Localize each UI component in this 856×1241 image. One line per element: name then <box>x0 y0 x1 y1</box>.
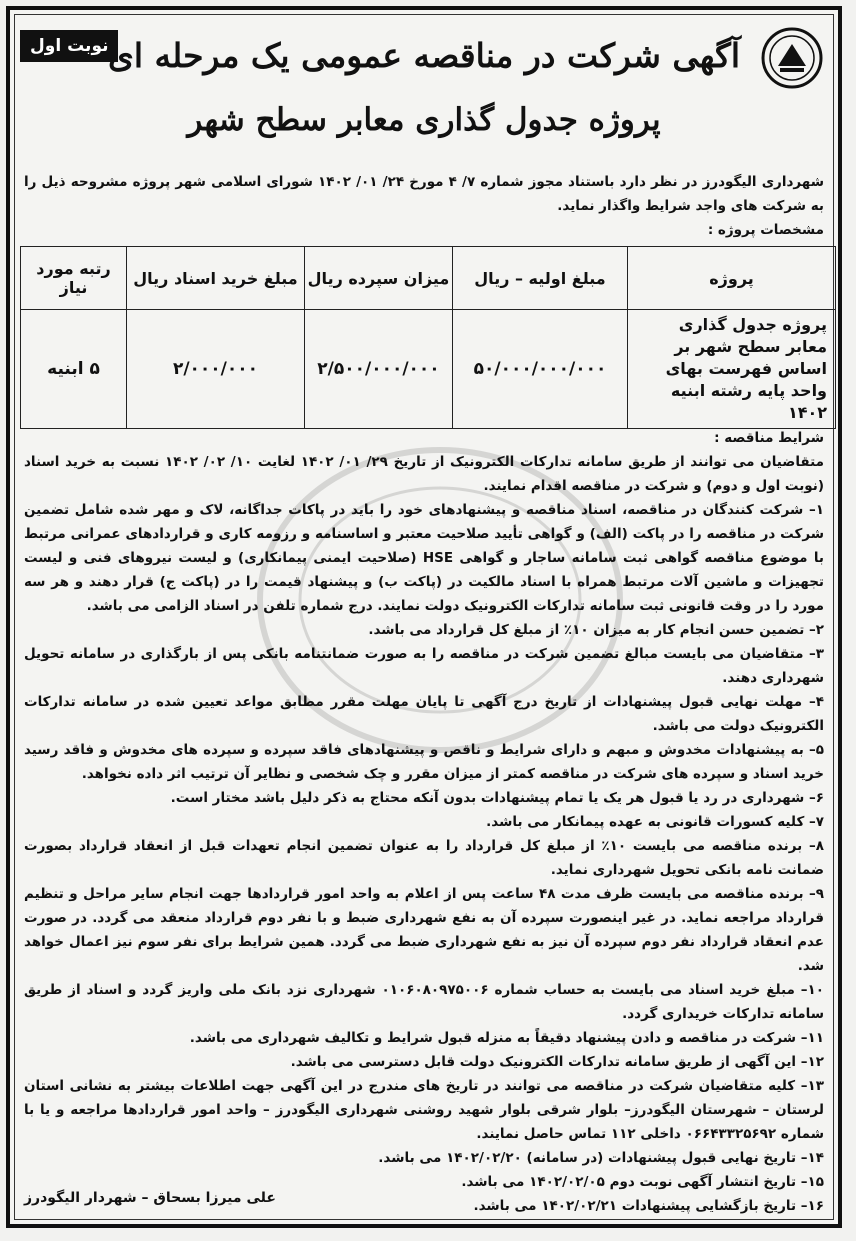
condition-item: ۲– تضمین حسن انجام کار به میزان ۱۰٪ از مبلغ کل قرارداد می باشد. <box>368 622 824 638</box>
condition-item: ۶– شهرداری در رد یا قبول هر یک یا تمام پیشنهادات بدون آنکه محتاج به ذکر دلیل باشد مختار است. <box>170 790 824 806</box>
municipality-logo-icon <box>760 26 824 90</box>
header-deposit: میزان سپرده ریال <box>305 247 453 310</box>
cell-required-grade: ۵ ابنیه <box>21 310 127 429</box>
condition-item: ۱۲– این آگهی از طریق سامانه تدارکات الکترونیک دولت قابل دسترسی می باشد. <box>290 1054 824 1070</box>
project-title: پروژه جدول گذاری معابر سطح شهر <box>187 102 661 138</box>
cell-deposit: ۲/۵۰۰/۰۰۰/۰۰۰ <box>305 310 453 429</box>
condition-item: ۸– برنده مناقصه می بایست ۱۰٪ از مبلغ کل قرارداد را به عنوان تضمین انجام تعهدات قبل از انعقاد قرارداد بصورت ضمانت نامه بانکی تحویل شهرداری نماید. <box>24 838 824 878</box>
condition-item: ۴– مهلت نهایی قبول پیشنهادات از تاریخ درج آگهی تا پایان مهلت مقرر مطابق مواعد تعیین شده در سامانه تدارکات الکترونیک دولت می باشد. <box>24 694 824 734</box>
header-project: پروژه <box>628 247 836 310</box>
notice-page <box>6 6 842 1228</box>
intro-text: شهرداری الیگودرز در نظر دارد باستناد مجوز شماره ۷/ ۴ مورخ ۲۴/ ۰۱/ ۱۴۰۲ شورای اسلامی شهر پروژه مشروحه ذیل را به شرکت های واجد شرایط واگذار نماید. <box>24 174 824 214</box>
publication-round-badge: نوبت اول <box>20 30 118 62</box>
condition-item: ۱۴– تاریخ نهایی قبول پیشنهادات (در سامانه) ۱۴۰۲/۰۲/۲۰ می باشد. <box>378 1150 824 1166</box>
header-initial-amount: مبلغ اولیه – ریال <box>453 247 628 310</box>
condition-item: ۱۳– کلیه متقاضیان شرکت در مناقصه می توانند در تاریخ های مندرج در این آگهی جهت اطلاعات بیشتر به نشانی استان لرستان – شهرستان الیگودرز– بلوار شرقی بلوار شهید روشنی شهرداری الیگودرز – واحد امور قراردادها مراجعه و یا با شماره ۰۶۶۴۳۳۲۵۶۹۲ داخلی ۱۱۲ تماس حاصل نمایند. <box>24 1078 824 1142</box>
intro-section <box>24 170 824 242</box>
header-required-grade: رتبه مورد نیاز <box>21 247 127 310</box>
conditions-section <box>24 426 824 1218</box>
cell-project: پروژه جدول گذاری معابر سطح شهر بر اساس فهرست بهای واحد پایه رشته ابنیه ۱۴۰۲ <box>628 310 836 429</box>
cell-document-price: ۲/۰۰۰/۰۰۰ <box>127 310 305 429</box>
condition-item: ۱۰– مبلغ خرید اسناد می بایست به حساب شماره ۰۱۰۶۰۸۰۹۷۵۰۰۶ شهرداری نزد بانک ملی واریز گردد و اسناد از طریق سامانه تدارکات خریداری گردد. <box>24 982 824 1022</box>
cell-initial-amount: ۵۰/۰۰۰/۰۰۰/۰۰۰ <box>453 310 628 429</box>
signature: علی میرزا بسحاق – شهردار الیگودرز <box>24 1190 276 1206</box>
table-row <box>21 310 836 429</box>
condition-item: ۱– شرکت کنندگان در مناقصه، اسناد مناقصه و پیشنهادهای خود را باید در پاکات جداگانه، لاک و مهر شده شامل تضمین شرکت در مناقصه را در پاکت (الف) و گواهی تأیید صلاحیت معتبر و اساسنامه و رزومه کاری و قراردادهای عمرانی مرتبط با موضوع مناقصه گواهی ثبت سامانه ساجار و گواهی HSE (صلاحیت ایمنی پیمانکاری) و لیست نیروهای فنی و لیست تجهیزات و ماشین آلات مرتبط همراه با اسناد مالکیت در (پاکت ب) و پیشنهاد قیمت را در (پاکت ج) قرار دهند و هر سه مورد را در وقت قانونی ثبت سامانه تدارکات الکترونیک دولت نمایند. درج شماره تلفن در اسناد الزامی می باشد. <box>24 502 824 614</box>
project-table <box>20 246 836 429</box>
notice-title: آگهی شرکت در مناقصه عمومی یک مرحله ای <box>107 36 740 75</box>
condition-item: ۹– برنده مناقصه می بایست ظرف مدت ۴۸ ساعت پس از اعلام به واحد امور قراردادها جهت انجام سایر مراحل و تنظیم قرارداد مراجعه نماید. در غیر اینصورت سپرده آن به نفع شهرداری ضبط و با نفر دوم قرارداد منعقد می گردد. در صورت عدم انعقاد قرارداد نفر دوم سپرده آن نیز به نفع شهرداری ضبط می گردد. همین شرایط برای نفر سوم نیز اعمال خواهد شد. <box>24 886 825 974</box>
condition-item: ۱۶– تاریخ بازگشایی پیشنهادات ۱۴۰۲/۰۲/۲۱ می باشد. <box>473 1198 824 1214</box>
condition-item: ۱۱– شرکت در مناقصه و دادن پیشنهاد دقیقاً به منزله قبول شرایط و تکالیف شهرداری می باشد. <box>189 1030 824 1046</box>
specs-label: مشخصات پروژه : <box>707 222 824 238</box>
condition-item: ۳– متقاضیان می بایست مبالغ تضمین شرکت در مناقصه را به صورت ضمانتنامه بانکی پس از بارگذاری در سامانه تحویل شهرداری دهند. <box>24 646 824 686</box>
header-document-price: مبلغ خرید اسناد ریال <box>127 247 305 310</box>
conditions-label: شرایط مناقصه : <box>714 430 824 446</box>
condition-item: متقاضیان می توانند از طریق سامانه تدارکات الکترونیک از تاریخ ۲۹/ ۰۱/ ۱۴۰۲ لغایت ۱۰/ ۰۲/ ۱۴۰۲ نسبت به خرید اسناد (نوبت اول و دوم) و شرکت در مناقصه اقدام نمایند. <box>24 454 824 494</box>
condition-item: ۷– کلیه کسورات قانونی به عهده پیمانکار می باشد. <box>486 814 824 830</box>
condition-item: ۱۵– تاریخ انتشار آگهی نوبت دوم ۱۴۰۲/۰۲/۰۵ می باشد. <box>461 1174 824 1190</box>
condition-item: ۵– به پیشنهادات مخدوش و مبهم و دارای شرایط و ناقص و پیشنهادهای فاقد سپرده و سپرده های مخدوش و فاقد رسید خرید اسناد و سپرده های شرکت در مناقصه کمتر از میزان مقرر و چک شخصی و نظایر آن ترتیب اثر داده نخواهد. <box>24 742 824 782</box>
